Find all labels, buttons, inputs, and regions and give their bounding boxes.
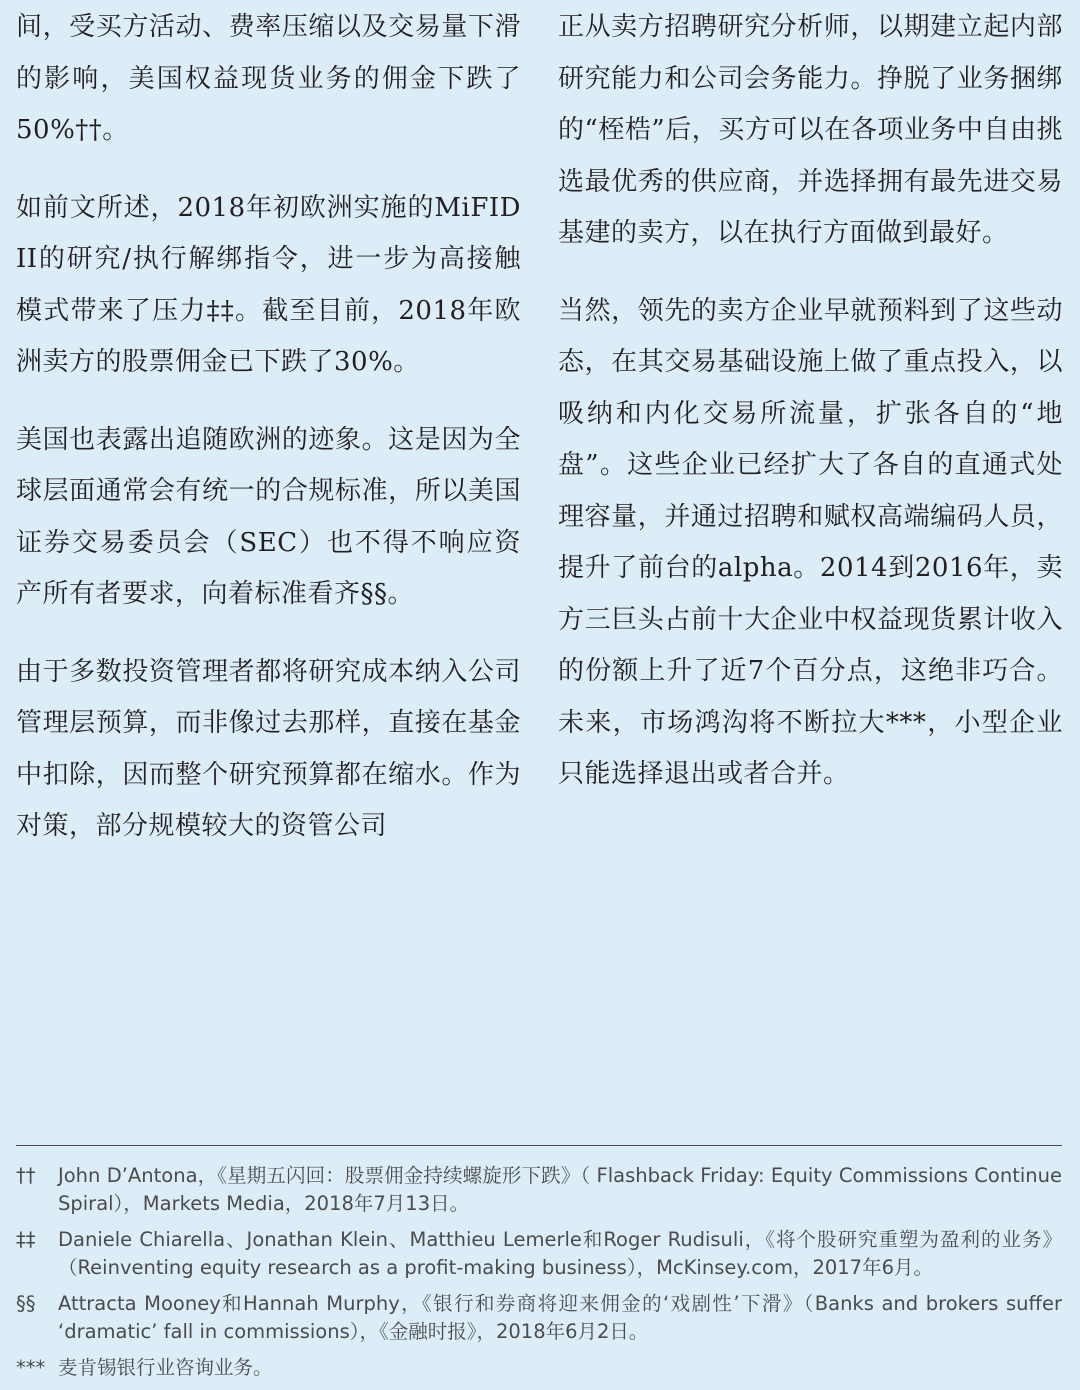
footnote: [16, 1354, 1062, 1382]
body-paragraph: 美国也表露出追随欧洲的迹象。这是因为全球层面通常会有统一的合规标准，所以美国证券交易委员会（SEC）也不得不响应资产所有者要求，向着标准看齐§§。: [16, 424, 521, 609]
footnote: [16, 1290, 1062, 1346]
footnote: [16, 1162, 1062, 1218]
body-paragraph: 正从卖方招聘研究分析师，以期建立起内部研究能力和公司会务能力。挣脱了业务捆绑的“桎梏”后，买方可以在各项业务中自由挑选最优秀的供应商，并选择拥有最先进交易基建的卖方，以在执行方面做到最好。: [558, 12, 1063, 248]
footnote-text: John D’Antona，《星期五闪回：股票佣金持续螺旋形下跌》（ Flashback Friday: Equity Commissions Continue Spiral），Markets Media，2018年7月13日。: [58, 1164, 1062, 1215]
footnote-mark: ††: [16, 1164, 36, 1187]
footnote-text: 麦肯锡银行业咨询业务。: [58, 1356, 273, 1379]
body-paragraph: 如前文所述，2018年初欧洲实施的MiFID II的研究/执行解绑指令，进一步为高接触模式带来了压力‡‡。截至目前，2018年欧洲卖方的股票佣金已下跌了30%。: [16, 192, 521, 377]
footnote-text: Attracta Mooney和Hannah Murphy，《银行和券商将迎来佣金的‘戏剧性’下滑》（Banks and brokers suffer ‘dramatic’ fall in commissions），《金融时报》，2018年6月2日。: [58, 1292, 1062, 1343]
footnote-mark: ***: [16, 1356, 46, 1379]
body-paragraph: 由于多数投资管理者都将研究成本纳入公司管理层预算，而非像过去那样，直接在基金中扣除，因而整个研究预算都在缩水。作为对策，部分规模较大的资管公司: [16, 656, 521, 841]
footnote-mark: ‡‡: [16, 1228, 36, 1251]
footnote-mark: §§: [16, 1292, 36, 1315]
footnotes-section: [16, 1145, 1062, 1390]
footnote-text: Daniele Chiarella、Jonathan Klein、Matthieu Lemerle和Roger Rudisuli，《将个股研究重塑为盈利的业务》（Reinventing equity research as a profit-making business），McKinsey.com，2017年6月。: [58, 1228, 1062, 1279]
right-column: [558, 0, 1063, 827]
left-column: [16, 0, 521, 879]
footnote: [16, 1226, 1062, 1282]
body-paragraph: 当然，领先的卖方企业早就预料到了这些动态，在其交易基础设施上做了重点投入，以吸纳和内化交易所流量，扩张各自的“地盘”。这些企业已经扩大了各自的直通式处理容量，并通过招聘和赋权高端编码人员，提升了前台的alpha。2014到2016年，卖方三巨头占前十大企业中权益现货累计收入的份额上升了近7个百分点，这绝非巧合。未来，市场鸿沟将不断拉大***，小型企业只能选择退出或者合并。: [558, 295, 1063, 789]
body-paragraph: 间，受买方活动、费率压缩以及交易量下滑的影响，美国权益现货业务的佣金下跌了50%††。: [16, 12, 521, 145]
